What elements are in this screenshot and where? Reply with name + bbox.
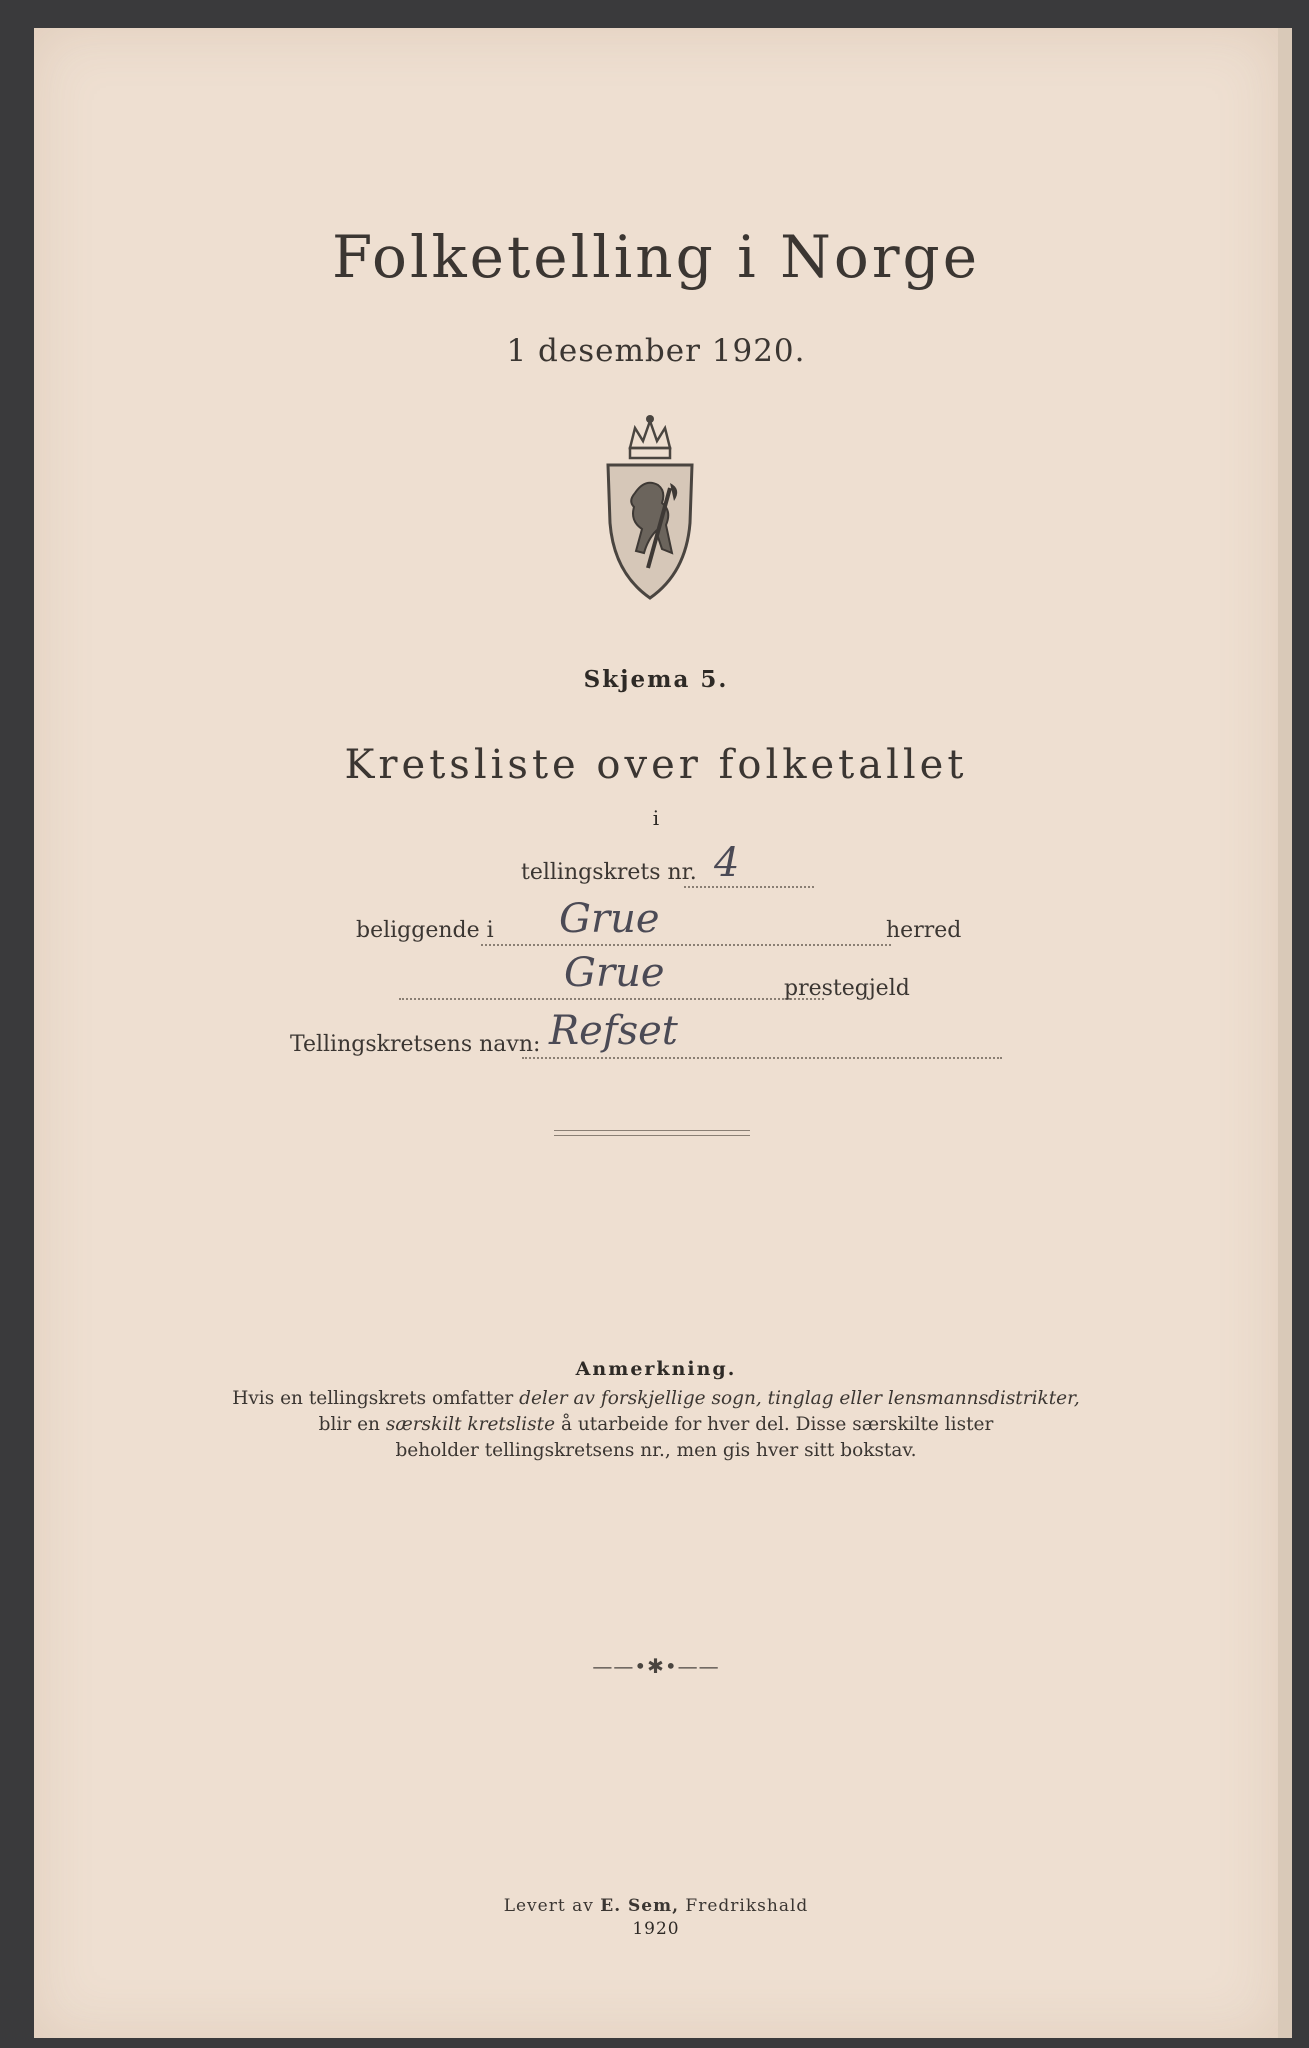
herred-label: herred [886, 918, 962, 943]
page-edge [1278, 28, 1292, 2038]
prestegjeld-line [399, 998, 824, 1000]
note-line-3: beholder tellingskretsens nr., men gis hver sitt bokstav. [395, 1440, 917, 1461]
preposition-i: i [652, 806, 660, 830]
herred-field[interactable]: Grue [559, 896, 660, 942]
prestegjeld-label: prestegjeld [784, 976, 910, 1001]
note-line-1-emphasis: deler av forskjellige sogn, tinglag eller lensmannsdistrikter, [519, 1388, 1080, 1409]
printer-name: E. Sem, [600, 1896, 680, 1916]
kretsnavn-label: Tellingskretsens navn: [290, 1032, 541, 1057]
printer-place: Fredrikshald [679, 1896, 809, 1916]
divider-rule [554, 1130, 750, 1136]
printer-credit [34, 1896, 1278, 1916]
ornament-divider: ——•✱•—— [592, 1654, 720, 1678]
note-line-2-emphasis: særskilt kretsliste [385, 1414, 556, 1435]
prestegjeld-field[interactable]: Grue [564, 950, 665, 996]
census-date: 1 desember 1920. [506, 333, 806, 369]
beliggende-label: beliggende i [356, 918, 494, 943]
note-line-2-rest: å utarbeide for hver del. Disse særskilte lister [555, 1414, 994, 1435]
krets-number-field[interactable]: 4 [714, 840, 740, 886]
kretsnavn-field[interactable]: Refset [549, 1008, 678, 1054]
schema-number: Skjema 5. [583, 666, 729, 693]
beliggende-line [481, 944, 891, 946]
printer-prefix: Levert av [503, 1896, 601, 1916]
coat-of-arms-icon [600, 403, 700, 603]
note-line-1 [34, 1388, 1278, 1409]
list-heading: Kretsliste over folketallet [344, 742, 968, 788]
note-heading: Anmerkning. [575, 1358, 737, 1380]
krets-line [684, 886, 814, 888]
note-line-2 [34, 1414, 1278, 1435]
census-form-page [34, 28, 1278, 2038]
note-line-2-text: blir en [318, 1414, 386, 1435]
krets-label: tellingskrets nr. [521, 860, 697, 885]
printer-year: 1920 [632, 1919, 680, 1939]
kretsnavn-line [522, 1057, 1002, 1059]
form-title: Folketelling i Norge [331, 223, 981, 291]
note-line-1-text: Hvis en tellingskrets omfatter [232, 1388, 520, 1409]
